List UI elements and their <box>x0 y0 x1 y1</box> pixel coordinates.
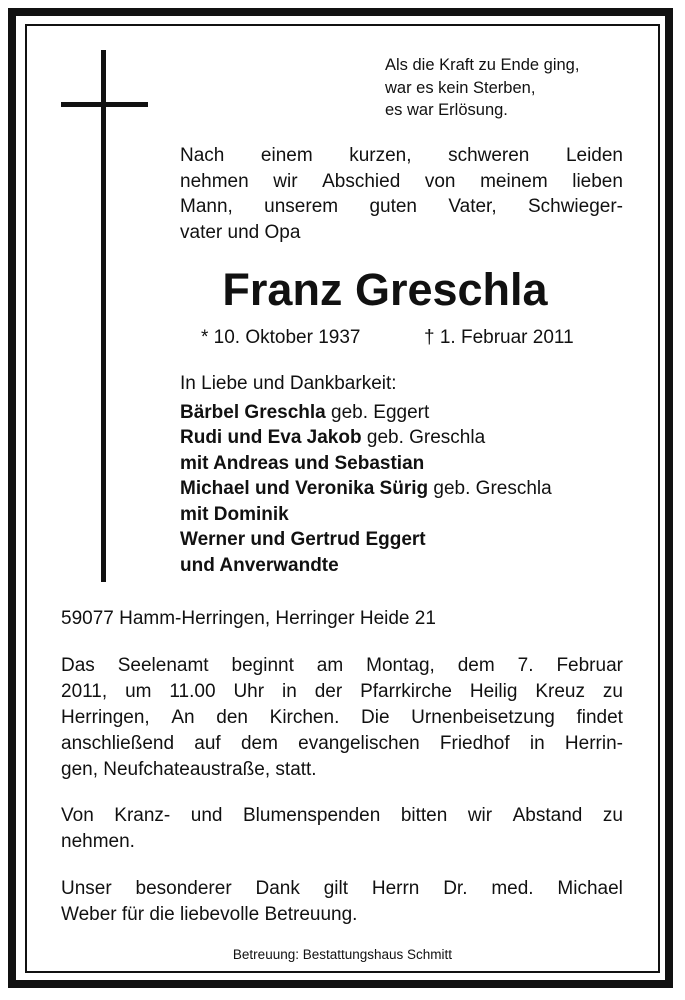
word: 11.00 <box>169 681 216 702</box>
word: in <box>529 733 545 754</box>
service-line <box>61 679 623 705</box>
word: lieben <box>572 170 623 192</box>
thanks-line: Weber für die liebevolle Betreuung. <box>61 904 358 925</box>
word: findet <box>576 707 623 728</box>
word: am <box>316 655 344 676</box>
word: gilt <box>323 878 348 899</box>
motto-verse <box>385 54 579 122</box>
word: bitten <box>400 805 448 826</box>
word: Leiden <box>565 145 623 166</box>
service-line <box>61 653 623 679</box>
word: wir <box>273 170 298 192</box>
word: Abschied <box>322 170 401 192</box>
word: zu <box>602 805 623 826</box>
mourner-name: Werner und Gertrud Eggert <box>180 529 426 550</box>
word: anschließend <box>61 733 175 754</box>
word: Vater, <box>448 196 497 217</box>
motto-line: Als die Kraft zu Ende ging, <box>385 56 580 74</box>
word: beginnt <box>231 655 294 676</box>
service-line <box>61 731 623 757</box>
word: dem <box>240 733 278 754</box>
service-paragraph <box>61 653 623 783</box>
word: von <box>424 170 456 192</box>
word: Herringen, <box>61 707 150 728</box>
word: Die <box>361 707 390 728</box>
word: Nach <box>180 145 225 166</box>
mourner-note: geb. Greschla <box>361 427 486 448</box>
intro-line <box>180 194 623 220</box>
word: 2011, <box>61 681 108 702</box>
word: Dr. <box>443 878 468 899</box>
mourner-name: Michael und Veronika Sürig <box>180 478 429 499</box>
word: Michael <box>557 878 623 899</box>
word: evangelischen <box>298 733 420 754</box>
thanks-line <box>61 876 623 902</box>
mourner-entry <box>180 476 552 502</box>
intro-text <box>180 143 623 245</box>
mourner-name: und Anverwandte <box>180 554 339 576</box>
mourners-heading: In Liebe und Dankbarkeit: <box>180 373 397 394</box>
word: An <box>171 707 195 728</box>
word: und <box>190 805 223 826</box>
word: auf <box>194 733 221 754</box>
donations-line <box>61 803 623 829</box>
mourner-entry <box>180 527 552 553</box>
intro-line <box>180 143 623 169</box>
word: den <box>216 707 248 728</box>
word: Kranz- <box>114 805 171 826</box>
word: kurzen, <box>349 145 412 166</box>
mourner-entry <box>180 400 552 426</box>
word: zu <box>602 681 623 702</box>
word: guten <box>369 196 417 217</box>
donations-paragraph <box>61 803 623 855</box>
word: der <box>314 681 343 702</box>
service-line: gen, Neufchateaustraße, statt. <box>61 759 317 780</box>
mourner-note: geb. Greschla <box>428 478 552 499</box>
thanks-paragraph <box>61 876 623 928</box>
intro-line <box>180 169 623 195</box>
word: nehmen <box>180 170 249 192</box>
mourner-entry <box>180 502 552 528</box>
donations-line: nehmen. <box>61 831 135 852</box>
birth-date: * 10. Oktober 1937 <box>201 327 361 348</box>
word: unserem <box>264 196 339 217</box>
word: 7. <box>517 655 534 676</box>
death-date: † 1. Februar 2011 <box>424 327 574 348</box>
mourner-entry <box>180 425 552 451</box>
mourner-name: Bärbel Greschla <box>180 401 326 423</box>
word: schweren <box>448 145 530 166</box>
word: um <box>125 681 152 702</box>
word: Heilig <box>469 681 518 702</box>
deceased-name: Franz Greschla <box>222 264 548 315</box>
word: Herrn <box>371 878 420 899</box>
word: Februar <box>556 655 623 676</box>
word: Blumenspenden <box>242 805 381 826</box>
intro-line: vater und Opa <box>180 221 301 243</box>
word: wir <box>467 805 493 826</box>
word: Friedhof <box>439 733 510 754</box>
mourner-name: mit Andreas und Sebastian <box>180 452 425 474</box>
service-line <box>61 705 623 731</box>
word: Uhr <box>233 681 265 702</box>
word: Von <box>61 805 94 826</box>
word: meinem <box>480 170 548 192</box>
word: Abstand <box>512 805 583 826</box>
word: Unser <box>61 878 112 899</box>
word: med. <box>491 878 534 899</box>
mourner-name: mit Dominik <box>180 503 289 525</box>
word: Kreuz <box>535 681 585 702</box>
motto-line: war es kein Sterben, <box>385 78 536 97</box>
mourner-note: geb. Eggert <box>325 401 430 423</box>
mourners-list <box>180 371 552 578</box>
word: Dank <box>255 878 300 899</box>
mourner-name: Rudi und Eva Jakob <box>180 427 362 448</box>
funeral-home-credit: Betreuung: Bestattungshaus Schmitt <box>232 947 453 962</box>
mourner-entry <box>180 553 552 579</box>
word: besonderer <box>135 878 232 899</box>
word: Urnenbeisetzung <box>411 707 555 728</box>
word: Mann, <box>180 196 233 217</box>
word: Kirchen. <box>269 707 340 728</box>
word: Pfarrkirche <box>360 681 452 702</box>
address: 59077 Hamm-Herringen, Herringer Heide 21 <box>61 608 436 629</box>
word: einem <box>260 145 313 166</box>
word: Herrin- <box>564 733 623 754</box>
word: Das <box>61 655 95 676</box>
word: Montag, <box>366 655 435 676</box>
word: in <box>282 681 297 702</box>
word: Seelenamt <box>117 655 209 676</box>
motto-line: es war Erlösung. <box>385 101 508 119</box>
word: dem <box>457 655 495 676</box>
word: Schwieger- <box>527 196 623 217</box>
mourner-entry <box>180 451 552 477</box>
cross-icon-horizontal <box>61 102 148 107</box>
